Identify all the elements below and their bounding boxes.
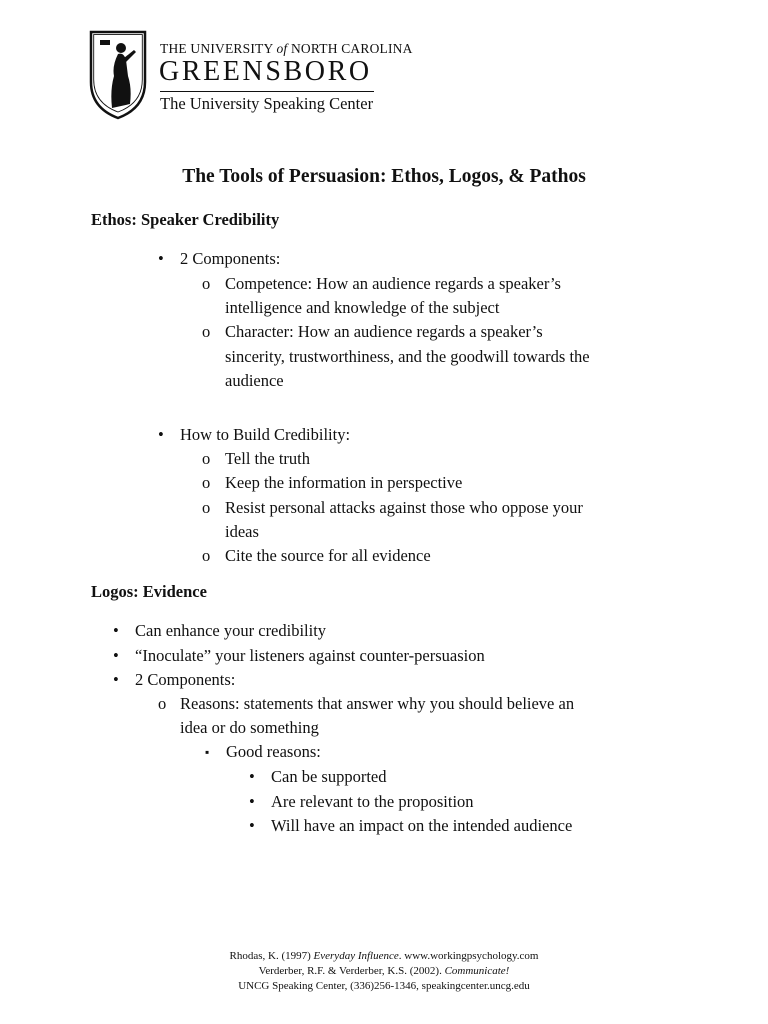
logos-item-3: 2 Components: xyxy=(135,670,236,689)
build-item-1: Tell the truth xyxy=(225,449,310,468)
bullet-circle: o xyxy=(202,473,211,492)
bullet-disc: • xyxy=(249,816,255,835)
competence-line2: intelligence and knowledge of the subject xyxy=(225,298,500,317)
build-credibility-label: How to Build Credibility: xyxy=(180,425,351,444)
character-line1: Character: How an audience regards a speaker’s xyxy=(225,322,543,341)
bullet-circle: o xyxy=(202,498,211,517)
bullet-disc: • xyxy=(113,646,119,665)
build-item-2: Keep the information in perspective xyxy=(225,473,463,492)
good-reasons-label: Good reasons: xyxy=(226,742,321,761)
footer-citation-1: Rhodas, K. (1997) Everyday Influence. www.workingpsychology.com xyxy=(229,950,539,962)
logos-item-2: “Inoculate” your listeners against counter-persuasion xyxy=(135,646,485,665)
footer-contact: UNCG Speaking Center, (336)256-1346, speakingcenter.uncg.edu xyxy=(238,980,530,992)
bullet-circle: o xyxy=(202,449,211,468)
ethos-heading: Ethos: Speaker Credibility xyxy=(91,210,280,229)
speaking-center-name: The University Speaking Center xyxy=(160,94,374,113)
footer-citation-2: Verderber, R.F. & Verderber, K.S. (2002). Communicate! xyxy=(258,965,510,977)
page-title: The Tools of Persuasion: Ethos, Logos, & Pathos xyxy=(182,166,586,187)
bullet-square: ▪ xyxy=(205,745,210,759)
good-reason-3: Will have an impact on the intended audience xyxy=(271,816,573,835)
character-line2: sincerity, trustworthiness, and the goodwill towards the xyxy=(225,347,590,366)
bullet-circle: o xyxy=(202,322,211,341)
header-divider xyxy=(160,91,374,92)
build-item-3b: ideas xyxy=(225,522,259,541)
bullet-disc: • xyxy=(249,792,255,811)
bullet-disc: • xyxy=(158,425,164,444)
ethos-components-label: 2 Components: xyxy=(180,249,281,268)
character-line3: audience xyxy=(225,371,284,390)
good-reason-1: Can be supported xyxy=(271,767,387,786)
competence-line1: Competence: How an audience regards a speaker’s xyxy=(225,274,561,293)
bullet-disc: • xyxy=(113,621,119,640)
logos-heading: Logos: Evidence xyxy=(91,582,207,601)
bullet-circle: o xyxy=(202,274,211,293)
build-item-3a: Resist personal attacks against those who oppose your xyxy=(225,498,583,517)
build-item-4: Cite the source for all evidence xyxy=(225,546,431,565)
good-reason-2: Are relevant to the proposition xyxy=(271,792,474,811)
bullet-disc: • xyxy=(249,767,255,786)
reasons-line1: Reasons: statements that answer why you should believe an xyxy=(180,694,575,713)
bullet-disc: • xyxy=(113,670,119,689)
uncg-shield-logo-icon xyxy=(88,28,148,120)
bullet-circle: o xyxy=(158,694,167,713)
bullet-disc: • xyxy=(158,249,164,268)
bullet-circle: o xyxy=(202,546,211,565)
logos-item-1: Can enhance your credibility xyxy=(135,621,327,640)
university-name: GREENSBORO xyxy=(159,56,372,87)
reasons-line2: idea or do something xyxy=(180,718,319,737)
university-line1: THE UNIVERSITY of NORTH CAROLINA xyxy=(160,41,413,56)
